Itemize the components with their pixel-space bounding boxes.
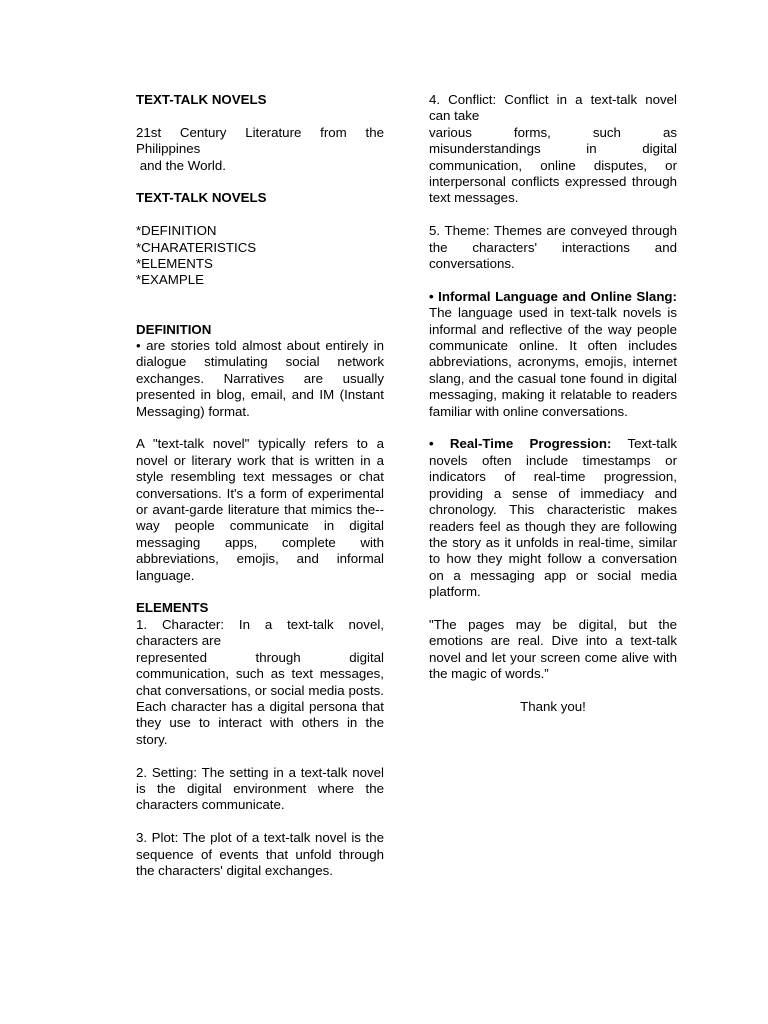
spacer [136,305,384,321]
document-subtitle [136,125,384,174]
document-title: TEXT-TALK NOVELS [136,92,267,107]
character-text: represented through digital communication, such as text messages, chat conversations, or social media posts. Each character has a digital persona that they use to interact with others in the story. [136,649,384,747]
elements-heading: ELEMENTS [136,600,209,616]
element-character [136,617,384,748]
section-title: TEXT-TALK NOVELS [136,190,267,206]
definition-text: • are stories told almost about entirely in dialogue stimulating social network exchanges. Narratives are usually presented in blog, email, and IM (Instant Messaging) format. [136,338,384,419]
toc-item: *ELEMENTS [136,256,213,272]
right-column [429,92,677,715]
left-column [136,92,384,896]
toc-item: *CHARATERISTICS [136,239,257,255]
characteristic-heading: • Real-Time Progression: [429,436,612,452]
characteristic-real-time [429,436,677,600]
subtitle-line: 21st Century Literature from the [136,124,384,140]
element-setting: 2. Setting: The setting in a text-talk novel is the digital environment where the characters communicate. [136,764,384,813]
characteristic-informal-language [429,289,677,420]
element-plot: 3. Plot: The plot of a text-talk novel is the sequence of events that unfold through the characters' digital exchanges. [136,830,384,878]
conflict-text: various forms, such as misunderstandings in digital communication, online disputes, or interpersonal conflicts expressed through text messages. [429,124,677,206]
toc-item: *EXAMPLE [136,272,204,288]
characteristic-heading: • Informal Language and Online Slang: [429,288,677,304]
definition-heading: DEFINITION [136,321,212,337]
table-of-contents [136,223,384,289]
characteristic-text: The language used in text-talk novels is informal and reflective of the way people communicate online. It often includes abbreviations, acronyms, emojis, internet slang, and the casual tone found in digital messaging, making it relatable to readers familiar with online conversations. [429,305,677,419]
toc-item: *DEFINITION [136,223,217,239]
text-talk-paragraph: A "text-talk novel" typically refers to a novel or literary work that is written in a style resembling text messages or chat conversations. It's a form of experimental or avant-garde literature that mimics the-- way people communicate in digital messaging apps, complete with abbreviations, emojis, and informal language. [136,436,384,583]
conflict-line: can take [429,108,480,124]
characteristic-text: Text-talk novels often include timestamps or indicators of real-time progression, providing a sense of immediacy and chronology. This characteristic makes readers feel as though they are following the story as it unfolds in real-time, similar to how they might follow a conversation on a messaging app or social media platform. [429,436,677,600]
element-theme: 5. Theme: Themes are conveyed through the characters' interactions and conversations. [429,223,677,272]
thank-you: Thank you! [520,698,586,714]
closing-quote: "The pages may be digital, but the emotions are real. Dive into a text-talk novel and let your screen come alive with the magic of words.” [429,616,677,682]
subtitle-line: Philippines [136,141,201,157]
character-line: 1. Character: In a text-talk novel, [136,616,384,632]
character-line: characters are [136,633,221,649]
subtitle-line: and the World. [136,157,226,173]
conflict-line: 4. Conflict: Conflict in a text-talk novel [429,92,677,107]
element-conflict [429,92,677,207]
